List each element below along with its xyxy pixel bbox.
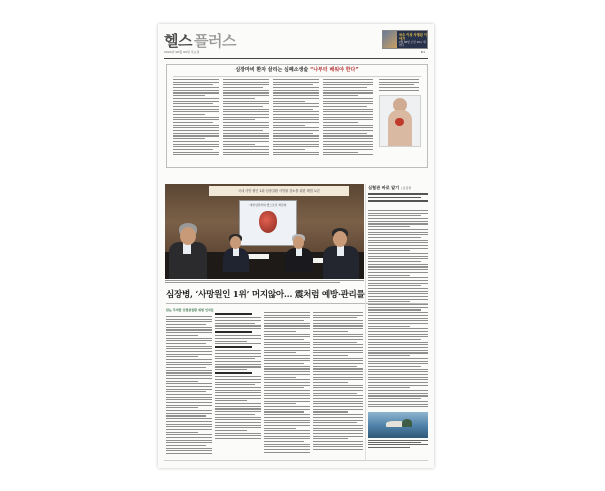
feature-box-column-4 bbox=[323, 79, 373, 157]
sidebar-title bbox=[368, 184, 428, 191]
feature-box-column-1 bbox=[173, 79, 219, 157]
photo-caption bbox=[165, 280, 364, 285]
sidebar-title-main: 심혈관 바로 알기 bbox=[368, 185, 400, 190]
sidebar-body bbox=[368, 210, 428, 409]
section-title bbox=[164, 30, 236, 51]
sidebar-photo-caption bbox=[368, 440, 428, 452]
section-title-main: 헬스 bbox=[164, 32, 192, 50]
ad-banner bbox=[382, 30, 428, 49]
sidebar-photo bbox=[368, 412, 428, 438]
feature-box-column-2 bbox=[223, 79, 269, 157]
photo-banner: 국내 사망 원인 2위 심장질환 사망률 감소를 위한 해법 토론 bbox=[209, 186, 349, 196]
cpr-illustration bbox=[379, 95, 421, 147]
feature-box-column-5 bbox=[379, 79, 419, 92]
feature-box-column-3 bbox=[273, 79, 319, 157]
main-column-4 bbox=[313, 312, 363, 452]
heart-image bbox=[259, 211, 277, 233]
feature-box-title-quote: “나부터 배워야 한다” bbox=[309, 67, 359, 73]
ad-subline: 2월 00일 오전 10시 세미나 bbox=[399, 41, 426, 47]
feature-box-title-main: 심장마비 환자 살리는 심폐소생술 bbox=[235, 67, 309, 73]
feature-box-title bbox=[167, 65, 427, 76]
masthead bbox=[164, 30, 428, 56]
roundtable-photo bbox=[165, 184, 364, 279]
main-column-3 bbox=[264, 312, 310, 454]
screen-title: 대한심장학회·헬스조선 좌담회 bbox=[249, 203, 287, 207]
sidebar-intro bbox=[368, 193, 428, 207]
rock-shape bbox=[402, 419, 412, 427]
newspaper-page bbox=[158, 24, 434, 468]
feature-box-rule bbox=[173, 76, 421, 77]
main-headline: 심장병, ‘사망원인 1위’ 머지않아… 震처럼 예방·관리를 bbox=[166, 290, 365, 300]
page-number: D1 bbox=[420, 50, 425, 54]
page-footer-rule bbox=[164, 460, 428, 461]
masthead-rule bbox=[164, 58, 428, 59]
issue-date: 2024년 00월 00일 목요일 bbox=[164, 50, 200, 54]
lead-label: 한눈 주의할 심혈관질환 위험 인자들 bbox=[166, 308, 214, 312]
ad-headline: 국수 이상 사명된 이야기 bbox=[399, 33, 427, 41]
sidebar-title-sub: | 심장편 bbox=[400, 186, 412, 190]
document-on-table bbox=[247, 254, 269, 259]
section-title-plus: 플러스 bbox=[193, 32, 236, 50]
ad-image bbox=[383, 31, 397, 48]
sidebar-column bbox=[368, 184, 428, 464]
main-column-2 bbox=[215, 312, 261, 441]
feature-box bbox=[166, 64, 428, 168]
column-divider bbox=[365, 184, 366, 460]
heart-icon bbox=[395, 118, 404, 126]
body-torso-shape bbox=[388, 110, 412, 146]
main-column-1 bbox=[166, 316, 212, 456]
presentation-screen bbox=[239, 200, 297, 246]
